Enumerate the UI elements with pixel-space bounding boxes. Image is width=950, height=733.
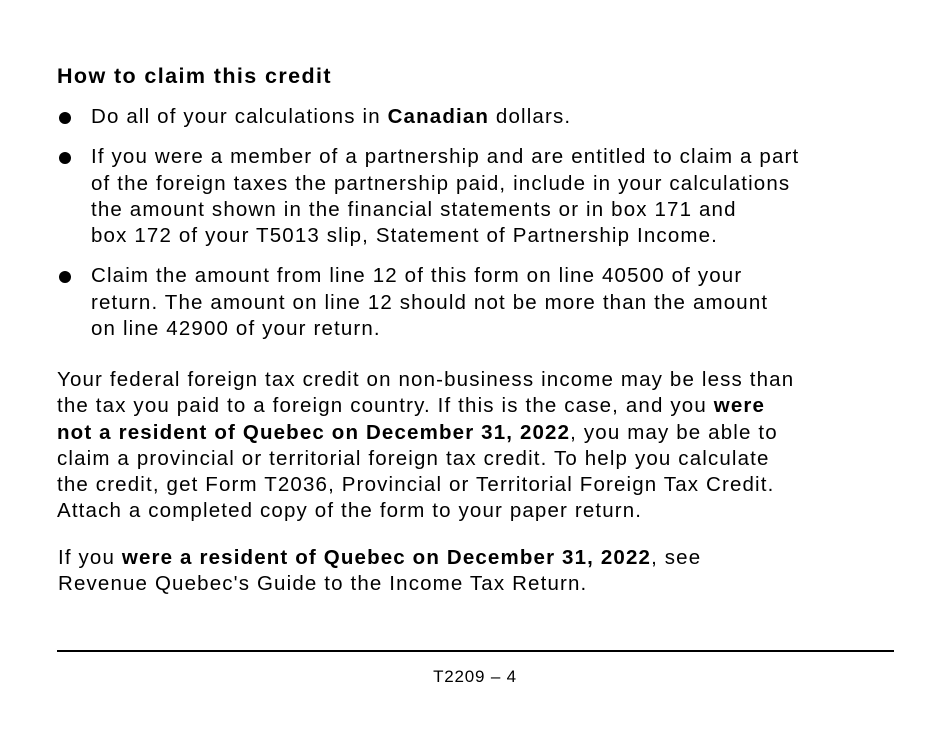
paragraph-line: , see bbox=[651, 546, 702, 569]
list-item bbox=[57, 144, 907, 249]
bullet-line: return. The amount on line 12 should not be more than the amount bbox=[91, 290, 769, 314]
paragraph-line: Attach a completed copy of the form to your paper return. bbox=[57, 499, 643, 523]
paragraph-bold-text: were a resident of Quebec on December 31, 2022 bbox=[121, 546, 652, 569]
bullet-icon bbox=[59, 152, 71, 164]
paragraph-line: claim a provincial or territorial foreign tax credit. To help you calculate bbox=[57, 446, 770, 470]
paragraph-bold-text: were bbox=[713, 394, 766, 418]
foreign-tax-credit-paragraph bbox=[57, 367, 917, 525]
page-number: T2209 – 4 bbox=[433, 667, 517, 686]
paragraph-bold-text: not a resident of Quebec on December 31, 2022 bbox=[57, 420, 571, 444]
bullet-line: the amount shown in the financial statements or in box 171 and bbox=[91, 197, 737, 221]
bullet-line: on line 42900 of your return. bbox=[91, 317, 381, 341]
list-item bbox=[57, 263, 907, 342]
paragraph-line: If you bbox=[58, 546, 122, 569]
instruction-list bbox=[57, 104, 907, 356]
footer-divider bbox=[57, 650, 894, 652]
paragraph-line: the tax you paid to a foreign country. If this is the case, and you bbox=[57, 394, 714, 418]
bullet-line: box 172 of your T5013 slip, Statement of Partnership Income. bbox=[91, 224, 718, 248]
paragraph-line: the credit, get Form T2036, Provincial or Territorial Foreign Tax Credit. bbox=[57, 473, 775, 497]
paragraph-line: Revenue Quebec's Guide to the Income Tax Return. bbox=[58, 572, 588, 596]
bullet-text: Do all of your calculations in bbox=[91, 105, 388, 128]
bullet-text: dollars. bbox=[489, 105, 572, 128]
bullet-line: If you were a member of a partnership and are entitled to claim a part bbox=[91, 145, 800, 169]
bullet-icon bbox=[59, 271, 71, 283]
list-item bbox=[57, 104, 907, 130]
bullet-icon bbox=[59, 112, 71, 124]
section-heading: How to claim this credit bbox=[57, 64, 332, 88]
paragraph-line: Your federal foreign tax credit on non-business income may be less than bbox=[57, 368, 795, 391]
paragraph-line: , you may be able to bbox=[570, 420, 778, 444]
quebec-resident-paragraph bbox=[58, 545, 918, 598]
bullet-line: Claim the amount from line 12 of this form on line 40500 of your bbox=[91, 264, 743, 288]
bullet-bold-text: Canadian bbox=[387, 105, 490, 128]
bullet-line: of the foreign taxes the partnership paid, include in your calculations bbox=[91, 171, 791, 195]
